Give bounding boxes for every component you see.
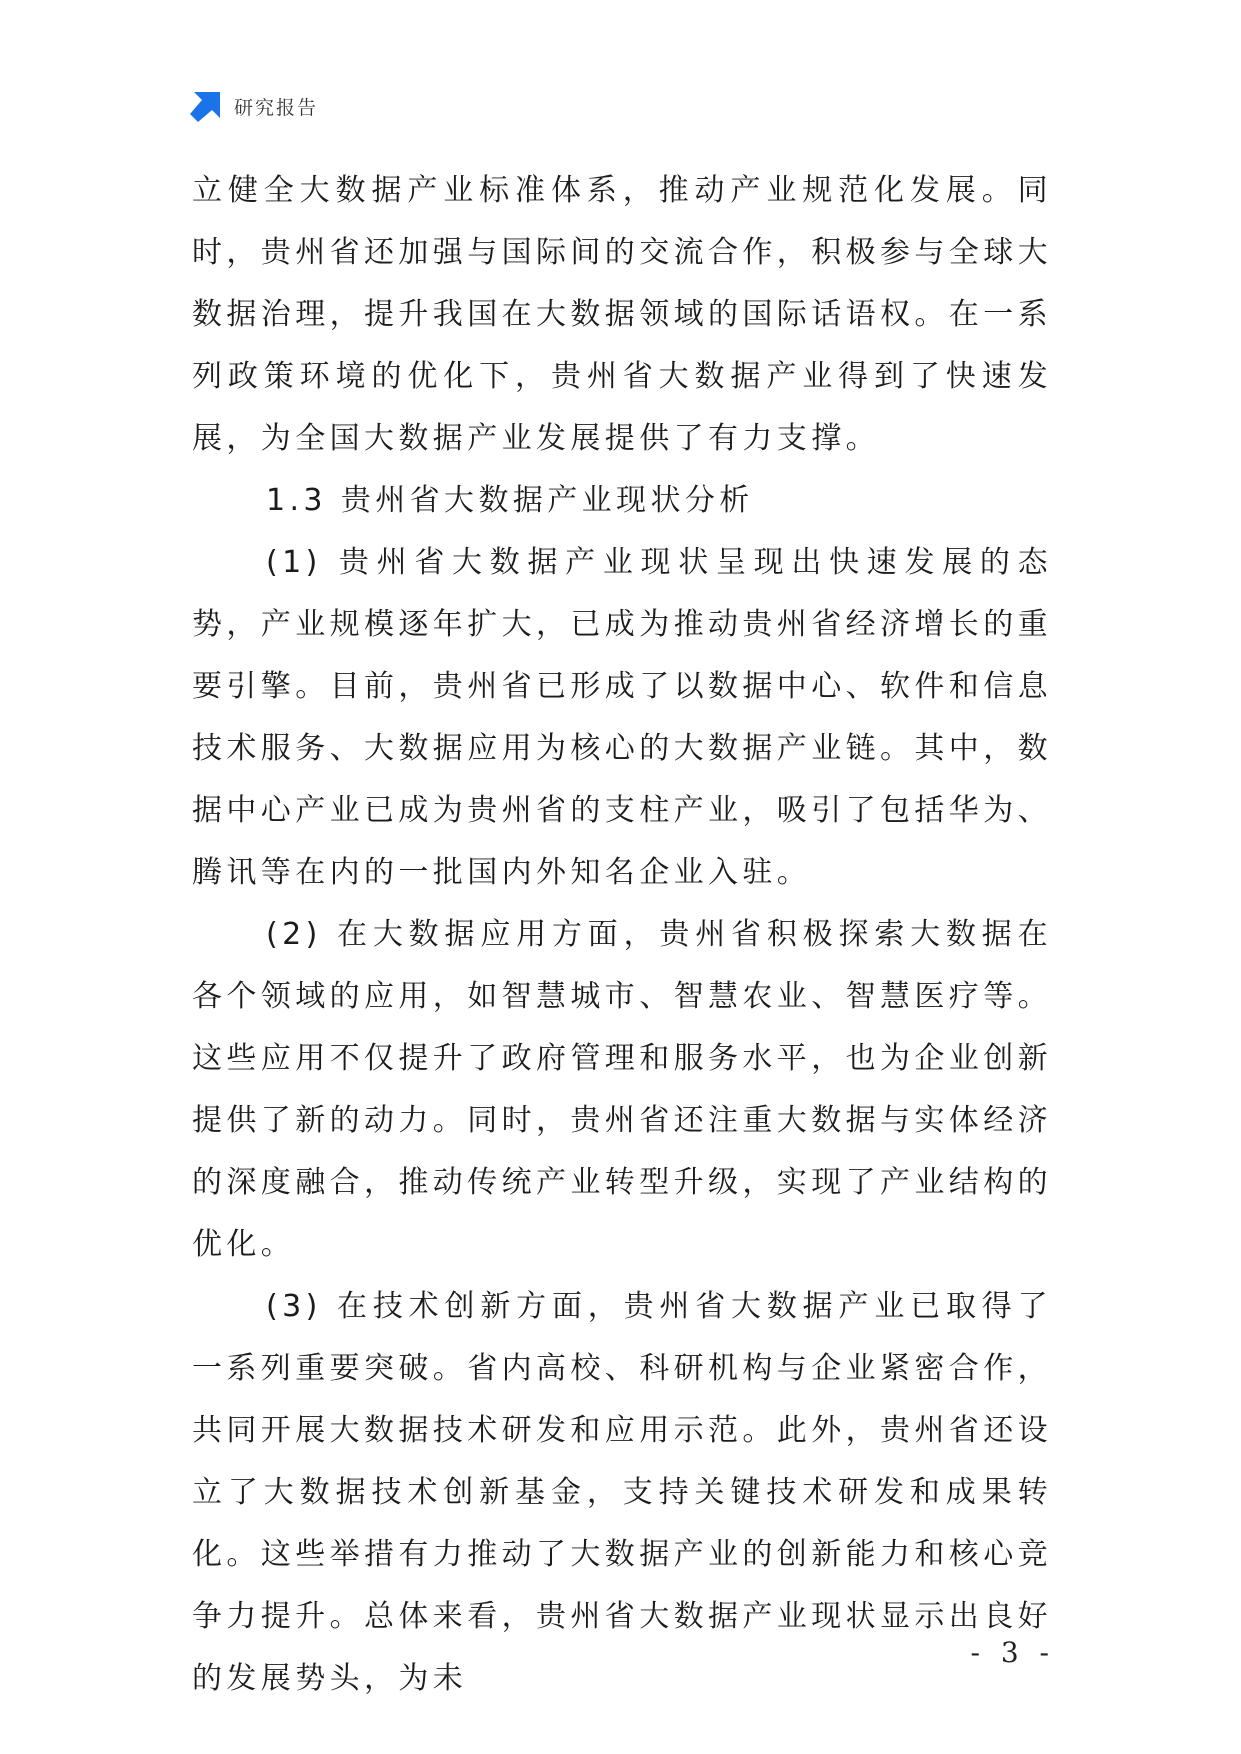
paragraph-continuation: 立健全大数据产业标准体系，推动产业规范化发展。同时，贵州省还加强与国际间的交流合作，积极参与全球大数据治理，提升我国在大数据领域的国际话语权。在一系列政策环境的优化下，贵州省大数据产业得到了快速发展，为全国大数据产业发展提供了有力支撑。	[192, 173, 1052, 456]
header-title: 研究报告	[234, 96, 319, 119]
report-header	[190, 88, 318, 124]
diagonal-arrow-icon	[190, 90, 222, 122]
paragraph-point-2: (2) 在大数据应用方面，贵州省积极探索大数据在各个领域的应用，如智慧城市、智慧农业、智慧医疗等。这些应用不仅提升了政府管理和服务水平，也为企业创新提供了新的动力。同时，贵州省还注重大数据与实体经济的深度融合，推动传统产业转型升级，实现了产业结构的优化。	[192, 917, 1052, 1262]
paragraph-point-3: (3) 在技术创新方面，贵州省大数据产业已取得了一系列重要突破。省内高校、科研机构与企业紧密合作，共同开展大数据技术研发和应用示范。此外，贵州省还设立了大数据技术创新基金，支持关键技术研发和成果转化。这些举措有力推动了大数据产业的创新能力和核心竞争力提升。总体来看，贵州省大数据产业现状显示出良好的发展势头，为未	[192, 1289, 1052, 1696]
paragraph-point-1: (1) 贵州省大数据产业现状呈现出快速发展的态势，产业规模逐年扩大，已成为推动贵州省经济增长的重要引擎。目前，贵州省已形成了以数据中心、软件和信息技术服务、大数据应用为核心的大数据产业链。其中，数据中心产业已成为贵州省的支柱产业，吸引了包括华为、腾讯等在内的一批国内外知名企业入驻。	[192, 545, 1052, 890]
document-body	[192, 160, 1052, 1710]
section-heading: 1.3 贵州省大数据产业现状分析	[266, 483, 754, 518]
page-number: - 3 -	[970, 1636, 1055, 1669]
